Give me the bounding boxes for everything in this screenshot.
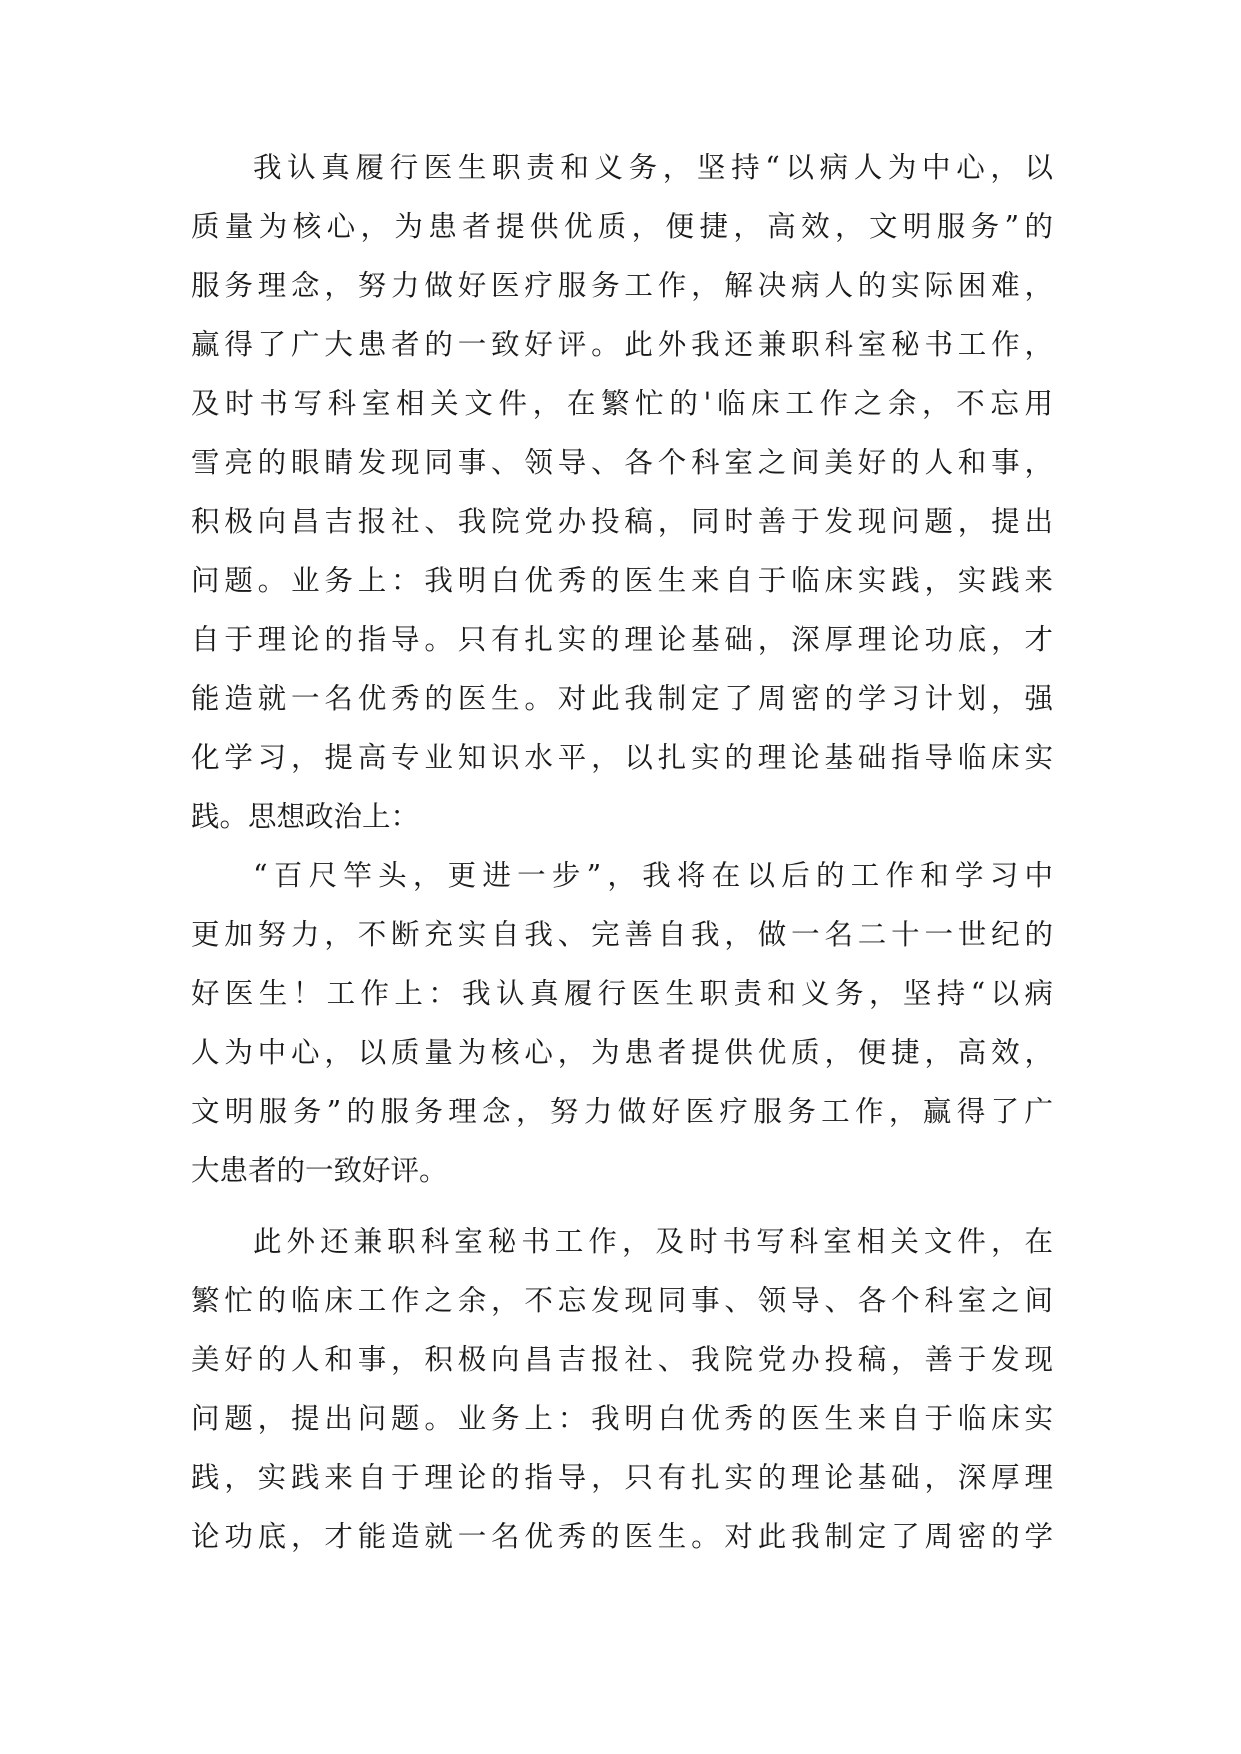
paragraph-line: 及时书写科室相关文件，在繁忙的'临床工作之余，不忘用 xyxy=(191,387,1053,420)
paragraph-line: 美好的人和事，积极向昌吉报社、我院党办投稿，善于发现 xyxy=(191,1343,1053,1376)
paragraph-line: 大患者的一致好评。 xyxy=(191,1154,448,1187)
paragraph-line: 质量为核心，为患者提供优质，便捷，高效，文明服务”的 xyxy=(191,210,1053,243)
paragraph-line: 践，实践来自于理论的指导，只有扎实的理论基础，深厚理 xyxy=(191,1461,1053,1494)
paragraph-line: 文明服务”的服务理念，努力做好医疗服务工作，赢得了广 xyxy=(191,1095,1053,1128)
paragraph-line: 此外还兼职科室秘书工作，及时书写科室相关文件，在 xyxy=(253,1225,1053,1258)
paragraph-line: 化学习，提高专业知识水平，以扎实的理论基础指导临床实 xyxy=(191,741,1053,774)
paragraph-line: 论功底，才能造就一名优秀的医生。对此我制定了周密的学 xyxy=(191,1520,1053,1553)
paragraph-line: 更加努力，不断充实自我、完善自我，做一名二十一世纪的 xyxy=(191,918,1053,951)
paragraph-line: 问题，提出问题。业务上：我明白优秀的医生来自于临床实 xyxy=(191,1402,1053,1435)
paragraph-line: 好医生！工作上：我认真履行医生职责和义务，坚持“以病 xyxy=(191,977,1053,1010)
paragraph-line: 践。思想政治上： xyxy=(191,800,420,833)
paragraph-line: 雪亮的眼睛发现同事、领导、各个科室之间美好的人和事， xyxy=(191,446,1053,479)
paragraph-line: 我认真履行医生职责和义务，坚持“以病人为中心，以 xyxy=(253,151,1053,184)
paragraph-line: 自于理论的指导。只有扎实的理论基础，深厚理论功底，才 xyxy=(191,623,1053,656)
paragraph-line: 服务理念，努力做好医疗服务工作，解决病人的实际困难， xyxy=(191,269,1053,302)
paragraph-3 xyxy=(191,1212,1053,1566)
paragraph-line: 能造就一名优秀的医生。对此我制定了周密的学习计划，强 xyxy=(191,682,1053,715)
paragraph-line: 繁忙的临床工作之余，不忘发现同事、领导、各个科室之间 xyxy=(191,1284,1053,1317)
paragraph-1 xyxy=(191,138,1053,846)
paragraph-line: “百尺竿头，更进一步”，我将在以后的工作和学习中 xyxy=(253,859,1053,892)
paragraph-line: 积极向昌吉报社、我院党办投稿，同时善于发现问题，提出 xyxy=(191,505,1053,538)
paragraph-line: 问题。业务上：我明白优秀的医生来自于临床实践，实践来 xyxy=(191,564,1053,597)
paragraph-line: 人为中心，以质量为核心，为患者提供优质，便捷，高效， xyxy=(191,1036,1053,1069)
paragraph-2 xyxy=(191,846,1053,1200)
paragraph-line: 赢得了广大患者的一致好评。此外我还兼职科室秘书工作， xyxy=(191,328,1053,361)
